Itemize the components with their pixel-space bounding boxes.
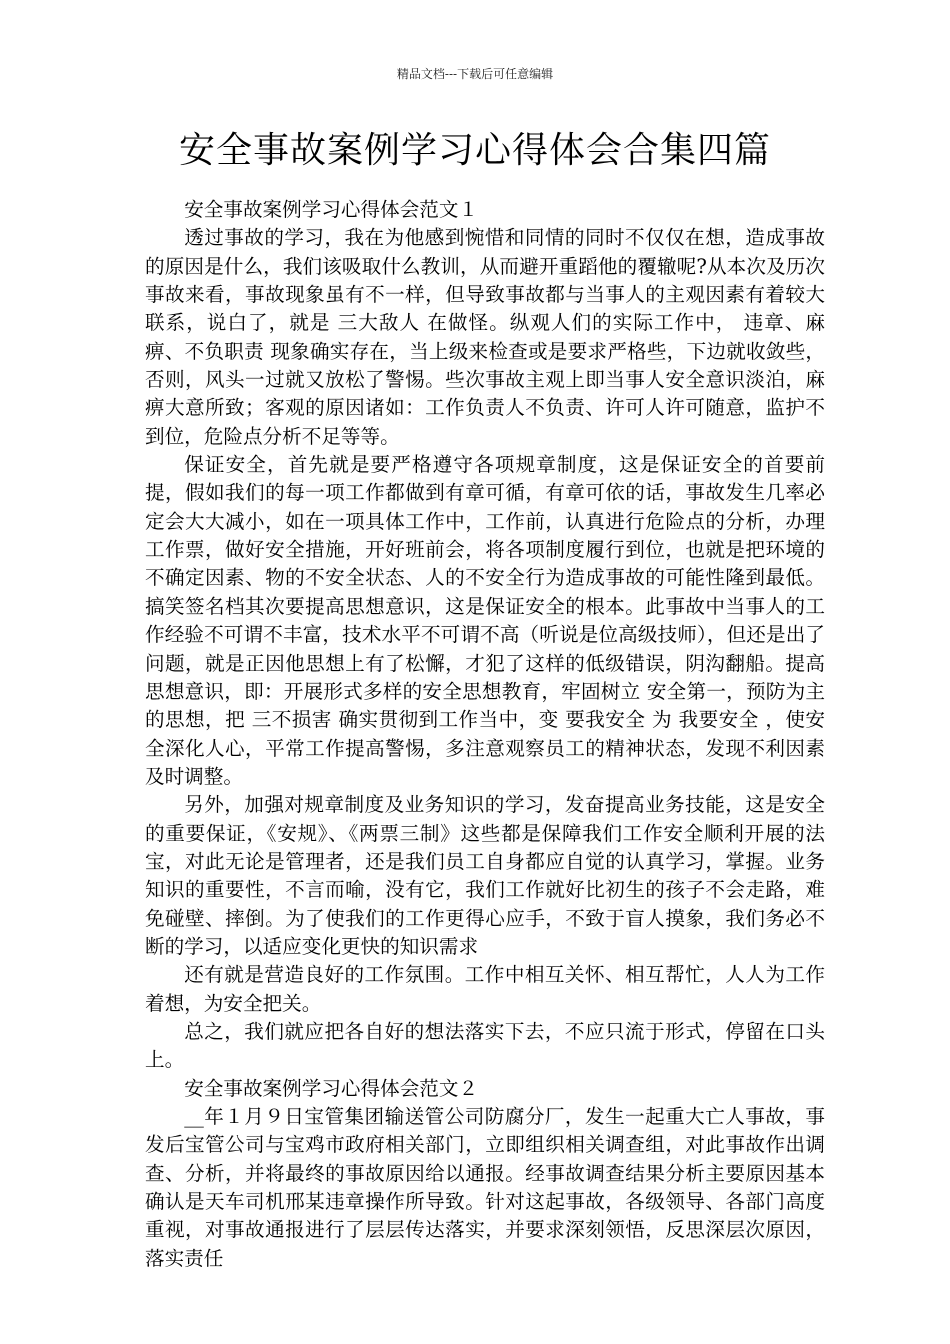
page-header: [0, 66, 950, 82]
document-title: 安全事故案例学习心得体会合集四篇: [178, 130, 771, 171]
paragraph: 透过事故的学习，我在为他感到惋惜和同情的同时不仅仅在想，造成事故的原因是什么，我们该吸取什么教训，从而避开重蹈他的覆辙呢?从本次及历次事故来看，事故现象虽有不一样，但导致事故都与当事人的主观因素有着较大联系，说白了，就是 三大敌人 在做怪。纵观人们的实际工作中， 违章、麻痹、不负职责 现象确实存在，当上级来检查或是要求严格些，下边就收敛些，否则，风头一过就又放松了警惕。些次事故主观上即当事人安全意识淡泊，麻痹大意所致；客观的原因诸如：工作负责人不负责、许可人许可随意，监护不到位，危险点分析不足等等。: [145, 226, 825, 448]
paragraph: 总之，我们就应把各自好的想法落实下去，不应只流于形式，停留在口头上。: [145, 1019, 825, 1072]
header-text: 精品文档---下载后可任意编辑: [396, 67, 554, 81]
paragraph: 还有就是营造良好的工作氛围。工作中相互关怀、相互帮忙，人人为工作着想，为安全把关。: [145, 963, 825, 1015]
section-heading-1: 安全事故案例学习心得体会范文１: [184, 198, 479, 221]
paragraph: 保证安全，首先就是要严格遵守各项规章制度，这是保证安全的首要前提，假如我们的每一项工作都做到有章可循，有章可依的话，事故发生几率必定会大大减小，如在一项具体工作中，工作前，认真进行危险点的分析，办理工作票，做好安全措施，开好班前会，将各项制度履行到位，也就是把环境的不确定因素、物的不安全状态、人的不安全行为造成事故的可能性隆到最低。搞笑签名档其次要提高思想意识，这是保证安全的根本。此事故中当事人的工作经验不可谓不丰富，技术水平不可谓不高（听说是位高级技师），但还是出了问题，就是正因他思想上有了松懈，才犯了这样的低级错误，阴沟翻船。提高思想意识，即：开展形式多样的安全思想教育，牢固树立 安全第一，预防为主 的思想，把 三不损害 确实贯彻到工作当中，变 要我安全 为 我要安全 ，使安全深化人心，平常工作提高警惕，多注意观察员工的精神状态，发现不利因素及时调整。: [145, 453, 825, 788]
document-body: [145, 196, 825, 1273]
paragraph: 另外，加强对规章制度及业务知识的学习，发奋提高业务技能，这是安全的重要保证，《安规》、《两票三制》这些都是保障我们工作安全顺利开展的法宝，对此无论是管理者，还是我们员工自身都应自觉的认真学习，掌握。业务知识的重要性，不言而喻，没有它，我们工作就好比初生的孩子不会走路，难免碰壁、摔倒。为了使我们的工作更得心应手，不致于盲人摸象，我们务必不断的学习，以适应变化更快的知识需求: [145, 793, 825, 958]
section-heading-2: 安全事故案例学习心得体会范文２: [184, 1076, 479, 1100]
paragraph: __年１月９日宝管集团输送管公司防腐分厂，发生一起重大亡人事故，事发后宝管公司与宝鸡市政府相关部门，立即组织相关调查组，对此事故作出调查、分析，并将最终的事故原因给以通报。经事故调查结果分析主要原因基本确认是天车司机邢某违章操作所导致。针对这起事故，各级领导、各部门高度重视，对事故通报进行了层层传达落实，并要求深刻领悟，反思深层次原因，落实责任: [145, 1105, 825, 1270]
